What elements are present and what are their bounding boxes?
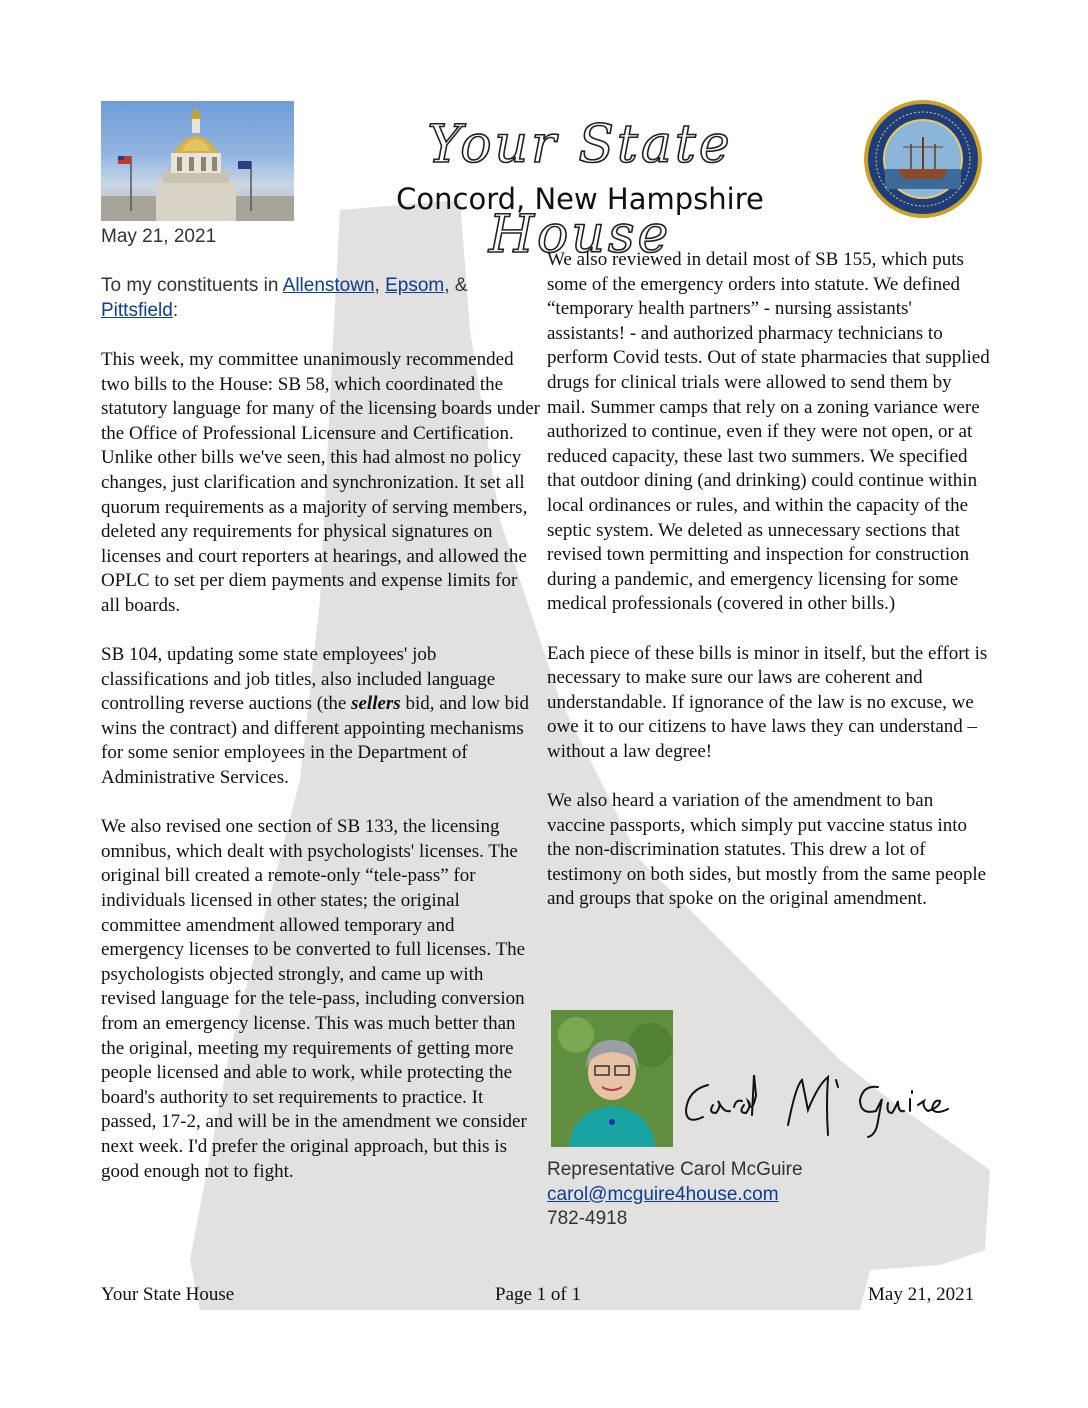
left-column bbox=[101, 225, 541, 1209]
email-link[interactable]: carol@mcguire4house.com bbox=[547, 1183, 779, 1205]
greeting bbox=[101, 274, 541, 323]
masthead-subtitle: Concord, New Hampshire bbox=[396, 182, 764, 216]
paragraph-sb155: We also reviewed in detail most of SB 155, which puts some of the emergency orders into statute. We defined “temporary health partners” - nursing assistants' assistants! - and authorized pharmacy technicians to perform Covid tests. Out of state pharmacies that supplied drugs for clinical trials were allowed to send them by mail. Summer camps that rely on a zoning variance were authorized to continue, even if they were not open, or at reduced capacity, these last two summers. We specified that outdoor dining (and drinking) could continue within local ordinances or rules, and within the capacity of the septic system. We deleted as unnecessary sections that revised town permitting and inspection for construction during a pandemic, and emergency licensing for some medical professionals (covered in other bills.) bbox=[547, 249, 990, 615]
link-epsom[interactable]: Epsom bbox=[385, 275, 445, 297]
footer-date: May 21, 2021 bbox=[868, 1284, 975, 1305]
sb104-text-before: SB 104, updating some state employees' job classifications and job titles, also included language controlling reverse auctions (the bbox=[101, 644, 496, 715]
greeting-suffix: : bbox=[172, 299, 179, 321]
footer-left: Your State House bbox=[101, 1284, 235, 1305]
paragraph-sb133: We also revised one section of SB 133, the licensing omnibus, which dealt with psychologists' licenses. The original bill created a remote-only “tele-pass” for individuals licensed in other states; the original committee amendment allowed temporary and emergency licenses to be converted to full licenses. The psychologists objected strongly, and came up with revised language for the tele-pass, including conversion from an emergency license. This was much better than the original, meeting my requirements of getting more people licensed and able to work, while protecting the board's authority to set requirements to practice. It passed, 17-2, and will be in the amendment we consider next week. I'd prefer the original approach, but this is good enough not to fight. bbox=[101, 816, 527, 1182]
letter-date: May 21, 2021 bbox=[101, 226, 217, 247]
link-pittsfield[interactable]: Pittsfield bbox=[101, 299, 173, 321]
handwritten-signature bbox=[678, 1055, 978, 1150]
paragraph-vaccine-passports: We also heard a variation of the amendment to ban vaccine passports, which simply put vaccine status into the non-discrimination statutes. This drew a lot of testimony on both sides, but mostly from the same people and groups that spoke on the original amendment. bbox=[547, 790, 987, 910]
new-hampshire-state-seal bbox=[863, 99, 983, 219]
sellers-emphasis: sellers bbox=[351, 693, 401, 715]
masthead-title: Your State House bbox=[427, 115, 733, 265]
link-allenstown[interactable]: Allenstown bbox=[282, 275, 375, 297]
greeting-separator: , & bbox=[444, 275, 468, 297]
right-column bbox=[547, 248, 992, 937]
phone-number: 782-4918 bbox=[547, 1208, 628, 1230]
paragraph-minor-bills: Each piece of these bills is minor in itself, but the effort is necessary to make sure our laws are coherent and understandable. If ignorance of the law is no excuse, we owe it to our citizens to have laws they can understand – without a law degree! bbox=[547, 642, 988, 762]
paragraph-sb58: This week, my committee unanimously recommended two bills to the House: SB 58, which coordinated the statutory language for many of the licensing boards under the Office of Professional Licensure and Certification. Unlike other bills we've seen, this had almost no policy changes, just clarification and synchronization. It set all quorum requirements as a majority of serving members, deleted any requirements for physical signatures on licenses and court reporters at hearings, and allowed the OPLC to set per diem payments and expense limits for all boards. bbox=[101, 348, 540, 616]
masthead bbox=[330, 100, 830, 265]
paragraph-sb104 bbox=[101, 643, 541, 791]
greeting-prefix: To my constituents in bbox=[101, 275, 283, 297]
greeting-separator: , bbox=[374, 275, 386, 297]
state-house-dome-photo bbox=[101, 101, 294, 221]
signature-block bbox=[547, 1158, 803, 1232]
representative-name: Representative Carol McGuire bbox=[547, 1159, 803, 1180]
sb104-text-after: bid, and low bid wins the contract) and different appointing mechanisms for some senior employees in the Department of Administrative Services. bbox=[101, 693, 529, 789]
footer-page-number: Page 1 of 1 bbox=[495, 1284, 582, 1305]
representative-portrait-photo bbox=[551, 1010, 673, 1147]
